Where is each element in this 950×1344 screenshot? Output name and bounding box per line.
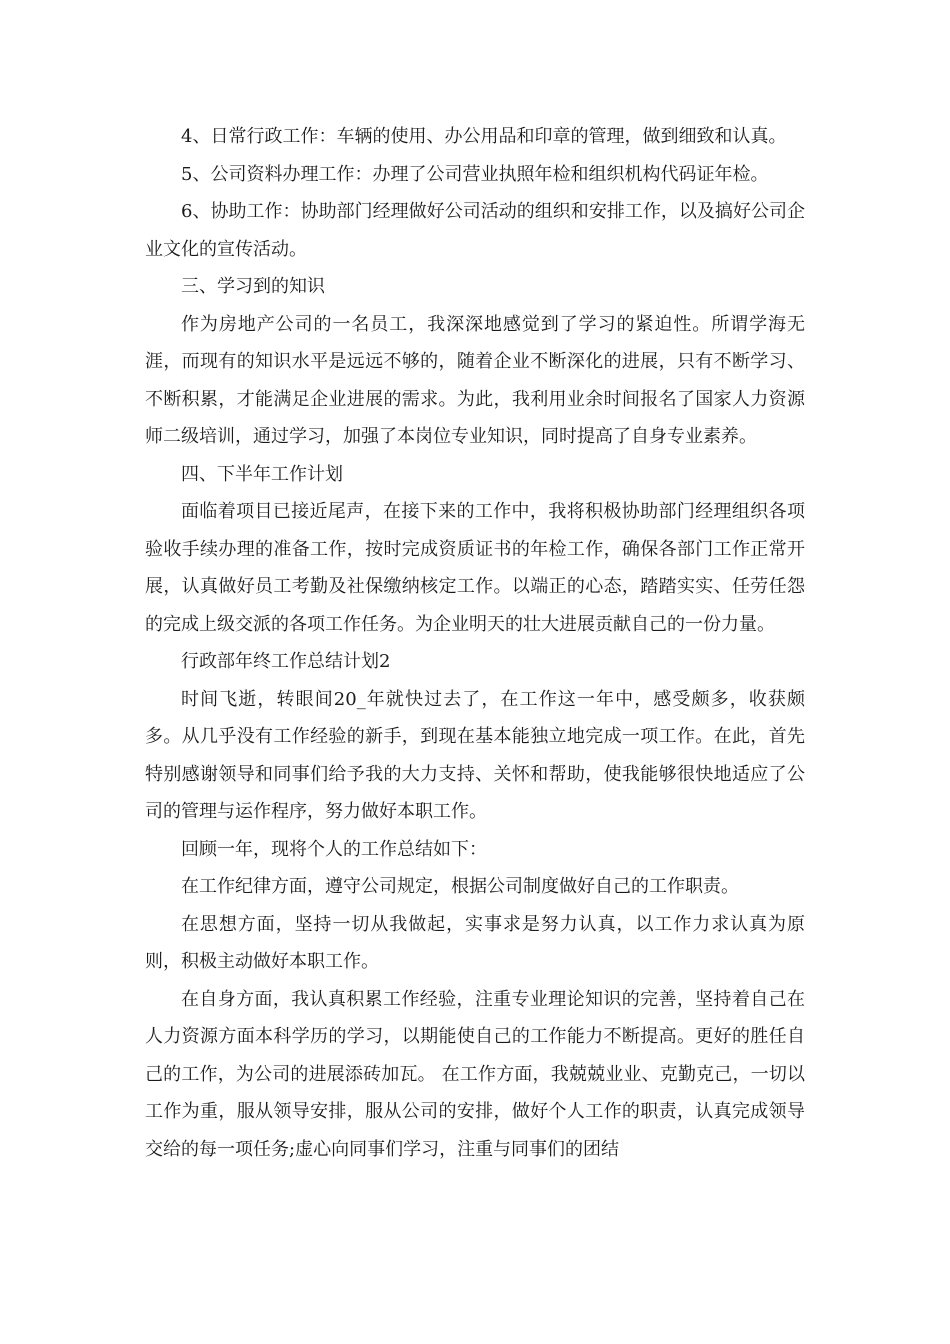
paragraph-review: 回顾一年，现将个人的工作总结如下： — [181, 838, 487, 860]
paragraph-learning: 作为房地产公司的一名员工，我深深地感觉到了学习的紧迫性。所谓学海无涯，而现有的知识水平是远远不够的，随着企业不断深化的进展，只有不断学习、不断积累，才能满足企业进展的需求。为此，我利用业余时间报名了国家人力资源师二级培训，通过学习，加强了本岗位专业知识，同时提高了自身专业素养。 — [145, 313, 805, 447]
paragraph-discipline: 在工作纪律方面，遵守公司规定，根据公司制度做好自己的工作职责。 — [181, 876, 739, 897]
paragraph-self-development: 在自身方面，我认真积累工作经验，注重专业理论知识的完善，坚持着自己在人力资源方面本科学历的学习，以期能使自己的工作能力不断提高。更好的胜任自己的工作，为公司的进展添砖加瓦。 在工作方面，我兢兢业业、克勤克己，一切以工作为重，服从领导安排，服从公司的安排，做好个人工作的职责，认真完成领导交给的每一项任务;虚心向同事们学习，注重与同事们的团结 — [145, 988, 805, 1160]
document-subtitle-summary-2: 行政部年终工作总结计划2 — [181, 651, 391, 672]
paragraph-item-4-daily-admin: 4、日常行政工作：车辆的使用、办公用品和印章的管理，做到细致和认真。 — [181, 126, 787, 147]
paragraph-intro: 时间飞逝，转眼间20_年就快过去了，在工作这一年中，感受颇多，收获颇多。从几乎没有工作经验的新手，到现在基本能独立地完成一项工作。在此，首先特别感谢领导和同事们给予我的大力支持、关怀和帮助，使我能够很快地适应了公司的管理与运作程序，努力做好本职工作。 — [145, 688, 805, 822]
paragraph-item-5-company-documents: 5、公司资料办理工作：办理了公司营业执照年检和组织机构代码证年检。 — [181, 163, 769, 185]
paragraph-item-6-assist-work: 6、协助工作：协助部门经理做好公司活动的组织和安排工作，以及搞好公司企业文化的宣传活动。 — [145, 201, 805, 260]
paragraph-plan: 面临着项目已接近尾声，在接下来的工作中，我将积极协助部门经理组织各项验收手续办理的准备工作，按时完成资质证书的年检工作，确保各部门工作正常开展，认真做好员工考勤及社保缴纳核定工作。以端正的心态，踏踏实实、任劳任怨的完成上级交派的各项工作任务。为企业明天的壮大进展贡献自己的一份力量。 — [145, 501, 805, 635]
section-heading-second-half-plan: 四、下半年工作计划 — [181, 463, 343, 485]
document-body — [145, 118, 805, 1168]
section-heading-knowledge-learned: 三、学习到的知识 — [181, 276, 325, 297]
paragraph-thinking: 在思想方面，坚持一切从我做起，实事求是努力认真，以工作力求认真为原则，积极主动做好本职工作。 — [145, 913, 805, 972]
